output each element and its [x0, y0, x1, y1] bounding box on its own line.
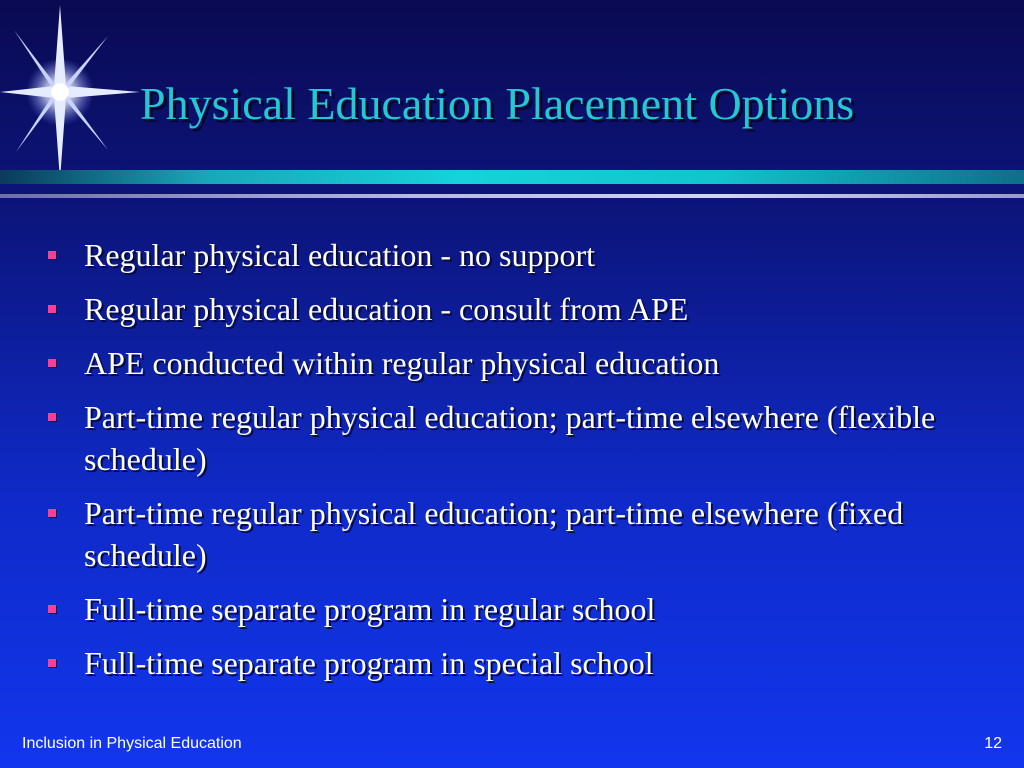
bullet-item: [40, 396, 1000, 480]
slide-title: Physical Education Placement Options: [140, 78, 855, 129]
bullet-item: [40, 342, 1000, 384]
bullet-text: APE conducted within regular physical education: [84, 345, 720, 381]
square-bullet-icon: [48, 359, 56, 367]
footer-presentation-title: Inclusion in Physical Education: [22, 735, 242, 752]
bullet-item: [40, 288, 1000, 330]
square-bullet-icon: [48, 605, 56, 613]
title-accent-bar: [0, 170, 1024, 184]
square-bullet-icon: [48, 305, 56, 313]
square-bullet-icon: [48, 251, 56, 259]
title-underline-rule: [0, 194, 1024, 198]
bullet-item: [40, 642, 1000, 684]
bullet-text: Part-time regular physical education; part-time elsewhere (flexible schedule): [84, 399, 936, 477]
bullet-list: [40, 234, 1000, 696]
bullet-text: Part-time regular physical education; part-time elsewhere (fixed schedule): [84, 495, 904, 573]
sparkle-star-icon: [0, 0, 150, 190]
bullet-text: Full-time separate program in regular school: [84, 591, 656, 627]
bullet-item: [40, 588, 1000, 630]
bullet-item: [40, 492, 1000, 576]
bullet-item: [40, 234, 1000, 276]
slide-page-number: 12: [984, 735, 1002, 752]
bullet-text: Regular physical education - no support: [84, 237, 595, 273]
square-bullet-icon: [48, 509, 56, 517]
bullet-text: Full-time separate program in special school: [84, 645, 654, 681]
square-bullet-icon: [48, 659, 56, 667]
bullet-text: Regular physical education - consult from APE: [84, 291, 689, 327]
square-bullet-icon: [48, 413, 56, 421]
